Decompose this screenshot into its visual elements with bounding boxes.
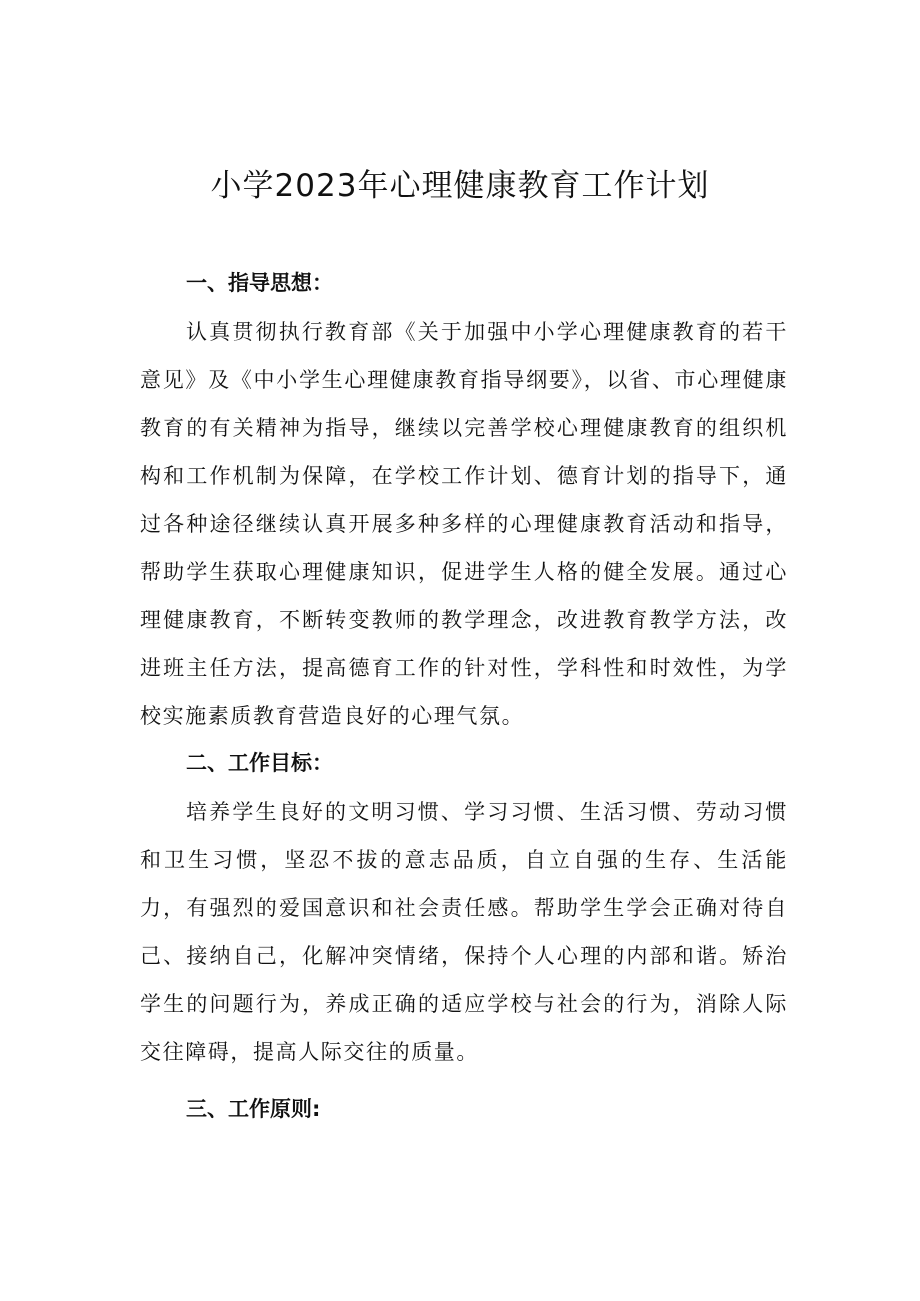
section-paragraph-work-goals: 培养学生良好的文明习惯、学习习惯、生活习惯、劳动习惯和卫生习惯，坚忍不拔的意志品质，自立自强的生存、生活能力，有强烈的爱国意识和社会责任感。帮助学生学会正确对待自己、接纳自己，化解冲突情绪，保持个人心理的内部和谐。矫治学生的问题行为，养成正确的适应学校与社会的行为，消除人际交往障碍，提高人际交往的质量。 xyxy=(140,800,788,1064)
section-heading-guiding-ideology: 一、指导思想： xyxy=(186,271,333,295)
section-heading-work-goals: 二、工作目标： xyxy=(186,751,333,775)
document-title: 小学2023年心理健康教育工作计划 xyxy=(210,168,710,204)
section-paragraph-guiding-ideology: 认真贯彻执行教育部《关于加强中小学心理健康教育的若干意见》及《中小学生心理健康教育指导纲要》，以省、市心理健康教育的有关精神为指导，继续以完善学校心理健康教育的组织机构和工作机制为保障，在学校工作计划、德育计划的指导下，通过各种途径继续认真开展多种多样的心理健康教育活动和指导，帮助学生获取心理健康知识，促进学生人格的健全发展。通过心理健康教育，不断转变教师的教学理念，改进教育教学方法，改进班主任方法，提高德育工作的针对性，学科性和时效性，为学校实施素质教育营造良好的心理气氛。 xyxy=(140,320,788,728)
section-heading-work-principles: 三、工作原则: xyxy=(186,1097,321,1121)
